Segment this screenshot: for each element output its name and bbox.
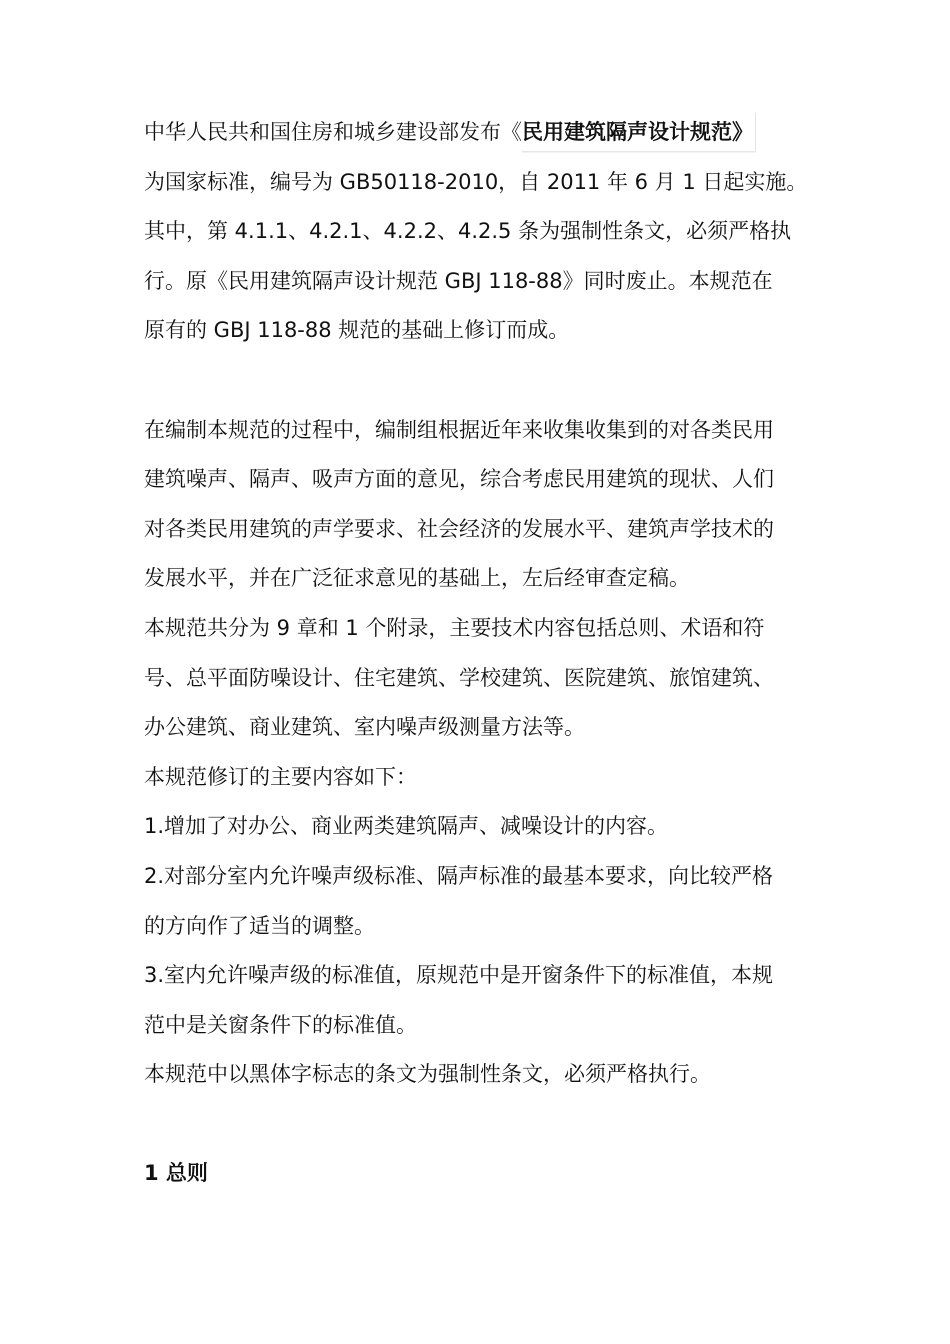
- paragraph-3-line-2: 号、总平面防噪设计、住宅建筑、学校建筑、医院建筑、旅馆建筑、: [144, 665, 774, 690]
- paragraph-3-line-3: 办公建筑、商业建筑、室内噪声级测量方法等。: [144, 715, 585, 740]
- paragraph-2-line-4: 发展水平，并在广泛征求意见的基础上，左后经审查定稿。: [144, 566, 690, 591]
- paragraph-1-line-1: [144, 108, 808, 158]
- document-body: [144, 108, 808, 1199]
- paragraph-1-line-4: 行。原《民用建筑隔声设计规范 GBJ 118-88》同时废止。本规范在: [144, 268, 773, 293]
- list-item-1: 1.增加了对办公、商业两类建筑隔声、减噪设计的内容。: [144, 814, 669, 839]
- paragraph-1-prefix: 中华人民共和国住房和城乡建设部发布《: [144, 120, 522, 144]
- paragraph-gap: [144, 356, 808, 406]
- section-heading: 1 总则: [144, 1161, 208, 1186]
- list-item-3-line-1: 3.室内允许噪声级的标准值，原规范中是开窗条件下的标准值，本规: [144, 963, 774, 988]
- section-gap: [144, 1100, 808, 1150]
- paragraph-4: 本规范修订的主要内容如下：: [144, 764, 417, 789]
- paragraph-3-line-1: 本规范共分为 9 章和 1 个附录，主要技术内容包括总则、术语和符: [144, 615, 765, 640]
- list-item-2-line-2: 的方向作了适当的调整。: [144, 913, 375, 938]
- list-item-3-line-2: 范中是关窗条件下的标准值。: [144, 1012, 417, 1037]
- paragraph-2-line-3: 对各类民用建筑的声学要求、社会经济的发展水平、建筑声学技术的: [144, 516, 774, 541]
- paragraph-2-line-1: 在编制本规范的过程中，编制组根据近年来收集收集到的对各类民用: [144, 417, 774, 442]
- paragraph-5: 本规范中以黑体字标志的条文为强制性条文，必须严格执行。: [144, 1062, 711, 1087]
- list-item-2-line-1: 2.对部分室内允许噪声级标准、隔声标准的最基本要求，向比较严格: [144, 863, 774, 888]
- standard-title: 民用建筑隔声设计规范》: [522, 113, 756, 152]
- paragraph-1-line-5: 原有的 GBJ 118-88 规范的基础上修订而成。: [144, 318, 570, 343]
- paragraph-1-line-3: 其中，第 4.1.1、4.2.1、4.2.2、4.2.5 条为强制性条文，必须严格执: [144, 219, 792, 244]
- paragraph-1-line-2: 为国家标准，编号为 GB50118-2010，自 2011 年 6 月 1 日起实施。: [144, 169, 808, 194]
- paragraph-2-line-2: 建筑噪声、隔声、吸声方面的意见，综合考虑民用建筑的现状、人们: [144, 467, 774, 492]
